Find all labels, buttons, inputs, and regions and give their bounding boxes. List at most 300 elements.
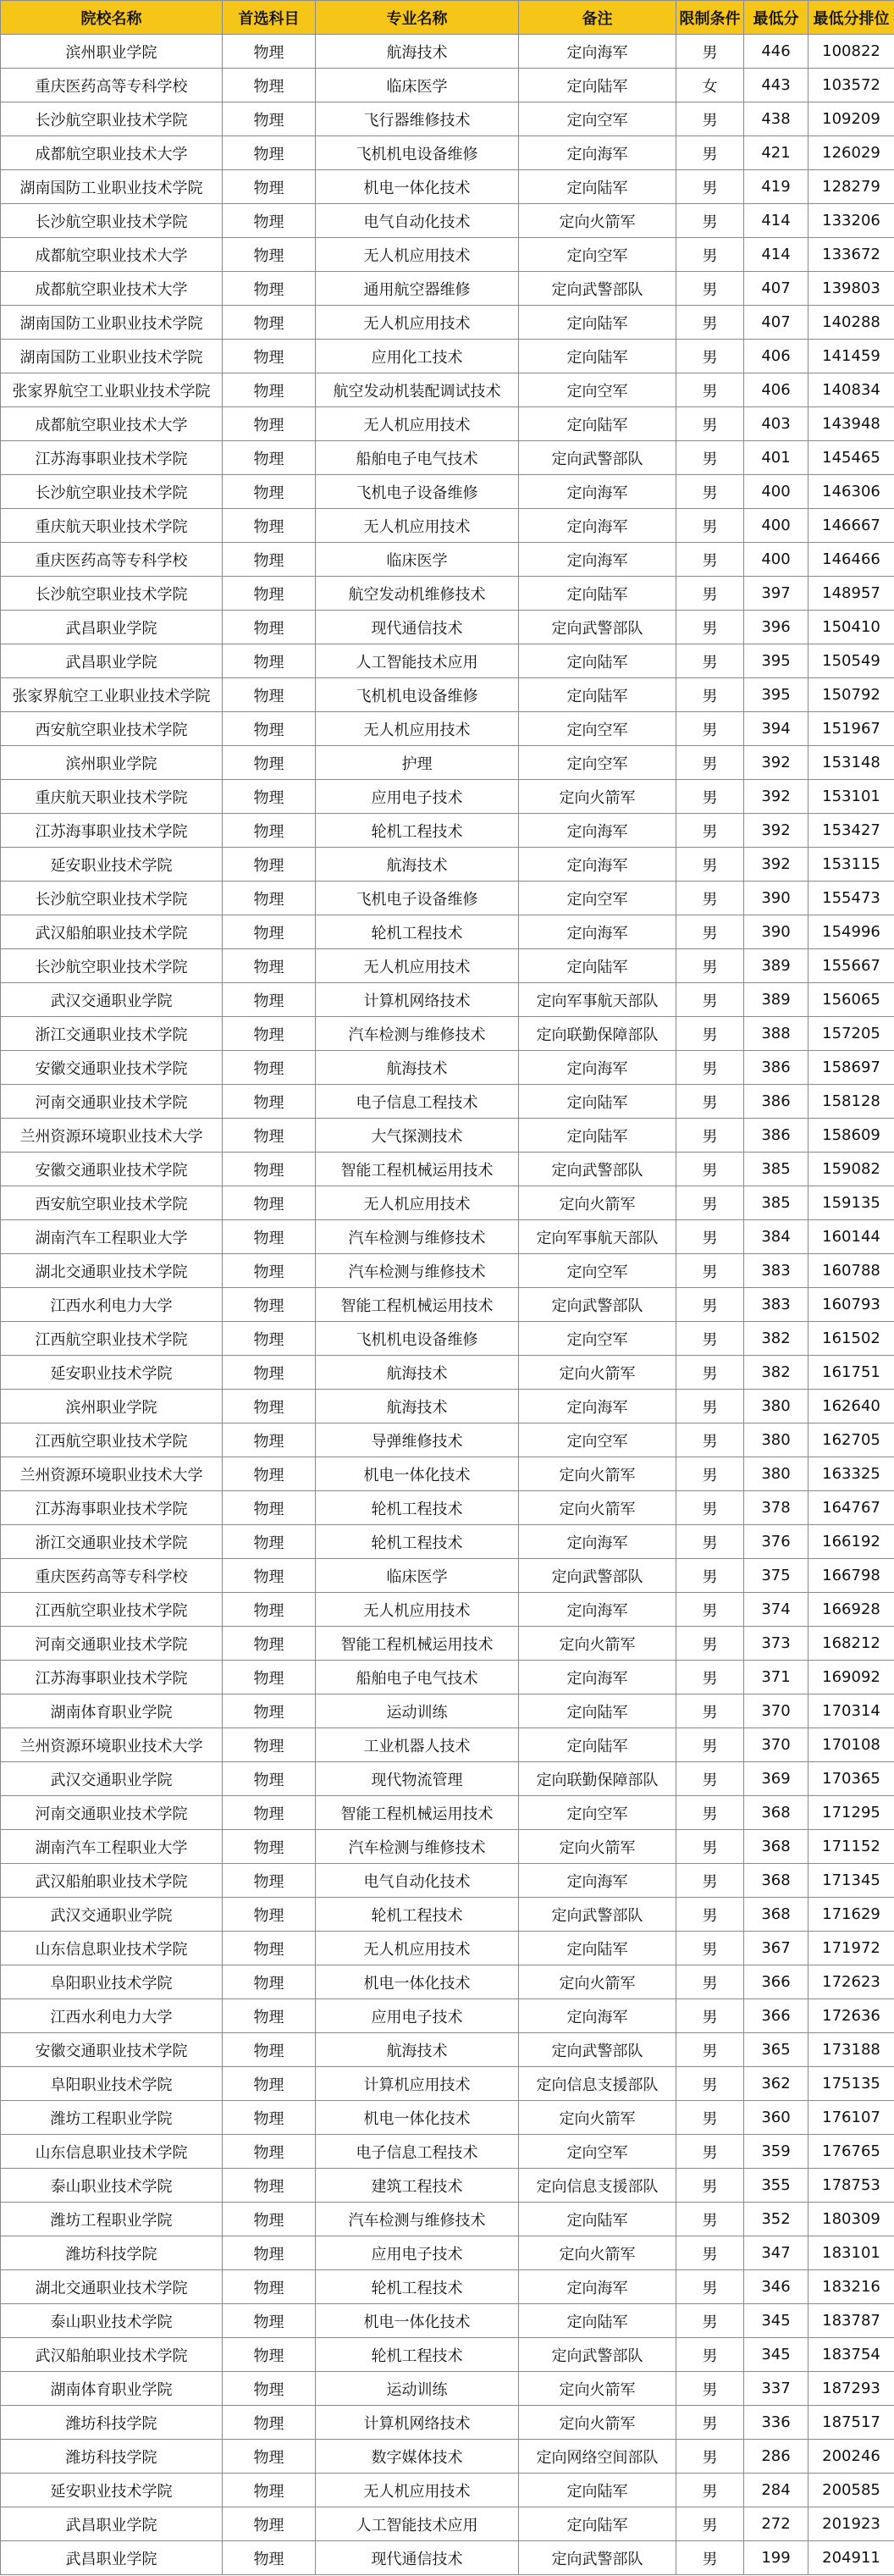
cell-major-name: 应用电子技术 [316,780,519,814]
cell-min-score: 382 [744,1322,808,1356]
cell-min-score: 345 [744,2304,808,2338]
cell-school-name: 浙江交通职业技术学院 [1,1017,223,1051]
cell-major-name: 汽车检测与维修技术 [316,2203,519,2236]
cell-school-name: 成都航空职业技术大学 [1,272,223,306]
cell-major-name: 无人机应用技术 [316,407,519,441]
cell-min-rank: 100822 [808,35,894,69]
cell-min-rank: 178753 [808,2169,894,2203]
cell-min-rank: 162640 [808,1390,894,1423]
table-row [1,272,894,306]
cell-subject: 物理 [223,2406,316,2440]
cell-min-rank: 161502 [808,1322,894,1356]
table-row [1,2067,894,2101]
cell-subject: 物理 [223,882,316,915]
cell-min-rank: 171152 [808,1830,894,1864]
cell-restriction: 男 [676,1762,744,1796]
cell-min-rank: 141459 [808,340,894,373]
cell-min-score: 366 [744,1965,808,1999]
cell-min-rank: 200246 [808,2440,894,2474]
cell-subject: 物理 [223,1153,316,1186]
cell-restriction: 男 [676,1254,744,1288]
cell-major-name: 航海技术 [316,1390,519,1423]
cell-remark: 定向空军 [519,2135,676,2169]
header-row [1,1,894,35]
cell-remark: 定向火箭军 [519,1965,676,1999]
cell-min-rank: 187517 [808,2406,894,2440]
cell-major-name: 轮机工程技术 [316,814,519,848]
cell-remark: 定向武警部队 [519,272,676,306]
cell-school-name: 滨州职业学院 [1,746,223,780]
cell-restriction: 男 [676,2406,744,2440]
cell-min-score: 374 [744,1593,808,1627]
cell-subject: 物理 [223,2101,316,2135]
cell-major-name: 应用电子技术 [316,2236,519,2270]
cell-remark: 定向海军 [519,1593,676,1627]
cell-restriction: 男 [676,441,744,475]
cell-min-score: 365 [744,2033,808,2067]
cell-major-name: 船舶电子电气技术 [316,441,519,475]
cell-school-name: 张家界航空工业职业技术学院 [1,373,223,407]
cell-school-name: 江西水利电力大学 [1,1999,223,2033]
cell-school-name: 泰山职业技术学院 [1,2169,223,2203]
cell-min-score: 385 [744,1186,808,1220]
table-row [1,2406,894,2440]
cell-school-name: 潍坊科技学院 [1,2236,223,2270]
cell-school-name: 山东信息职业技术学院 [1,1932,223,1965]
cell-min-rank: 145465 [808,441,894,475]
table-row [1,1593,894,1627]
cell-min-score: 400 [744,509,808,543]
cell-restriction: 男 [676,35,744,69]
cell-major-name: 机电一体化技术 [316,2101,519,2135]
cell-min-rank: 126029 [808,136,894,170]
cell-min-score: 368 [744,1898,808,1932]
cell-restriction: 女 [676,69,744,102]
cell-remark: 定向陆军 [519,340,676,373]
cell-min-rank: 160793 [808,1288,894,1322]
cell-min-rank: 155667 [808,949,894,983]
cell-restriction: 男 [676,2474,744,2507]
cell-school-name: 长沙航空职业技术学院 [1,475,223,509]
table-row [1,1762,894,1796]
cell-remark: 定向海军 [519,1525,676,1559]
table-header [1,1,894,35]
cell-remark: 定向陆军 [519,2474,676,2507]
cell-school-name: 潍坊工程职业学院 [1,2203,223,2236]
cell-restriction: 男 [676,204,744,238]
cell-restriction: 男 [676,577,744,611]
cell-major-name: 电气自动化技术 [316,204,519,238]
cell-min-score: 368 [744,1864,808,1898]
cell-min-score: 371 [744,1661,808,1694]
cell-major-name: 电子信息工程技术 [316,2135,519,2169]
cell-subject: 物理 [223,949,316,983]
cell-school-name: 滨州职业学院 [1,1390,223,1423]
cell-subject: 物理 [223,1491,316,1525]
cell-school-name: 长沙航空职业技术学院 [1,102,223,136]
cell-restriction: 男 [676,543,744,577]
cell-restriction: 男 [676,915,744,949]
cell-school-name: 武昌职业学院 [1,2541,223,2575]
cell-remark: 定向陆军 [519,949,676,983]
cell-min-rank: 143948 [808,407,894,441]
cell-min-score: 419 [744,170,808,204]
table-row [1,780,894,814]
cell-min-score: 370 [744,1694,808,1728]
cell-subject: 物理 [223,204,316,238]
cell-restriction: 男 [676,678,744,712]
cell-major-name: 电子信息工程技术 [316,1085,519,1119]
table-row [1,1423,894,1457]
cell-restriction: 男 [676,2169,744,2203]
cell-school-name: 湖南国防工业职业技术学院 [1,170,223,204]
cell-major-name: 航海技术 [316,1356,519,1390]
cell-min-score: 386 [744,1119,808,1153]
table-row [1,1694,894,1728]
cell-min-score: 385 [744,1153,808,1186]
cell-min-score: 375 [744,1559,808,1593]
cell-restriction: 男 [676,814,744,848]
table-row [1,2440,894,2474]
cell-remark: 定向空军 [519,882,676,915]
table-row [1,1999,894,2033]
cell-restriction: 男 [676,1322,744,1356]
cell-major-name: 智能工程机械运用技术 [316,1288,519,1322]
cell-min-rank: 150792 [808,678,894,712]
cell-min-score: 367 [744,1932,808,1965]
table-row [1,306,894,340]
cell-restriction: 男 [676,2440,744,2474]
cell-restriction: 男 [676,1457,744,1491]
table-row [1,1390,894,1423]
cell-remark: 定向空军 [519,1423,676,1457]
cell-restriction: 男 [676,1153,744,1186]
table-row [1,102,894,136]
cell-remark: 定向网络空间部队 [519,2440,676,2474]
cell-subject: 物理 [223,1051,316,1085]
cell-remark: 定向海军 [519,509,676,543]
cell-remark: 定向陆军 [519,407,676,441]
cell-school-name: 重庆航天职业技术学院 [1,780,223,814]
cell-school-name: 长沙航空职业技术学院 [1,204,223,238]
cell-subject: 物理 [223,2033,316,2067]
cell-subject: 物理 [223,1694,316,1728]
cell-subject: 物理 [223,69,316,102]
cell-restriction: 男 [676,644,744,678]
cell-min-score: 355 [744,2169,808,2203]
cell-min-score: 386 [744,1085,808,1119]
cell-min-rank: 163325 [808,1457,894,1491]
cell-min-rank: 157205 [808,1017,894,1051]
cell-min-rank: 160144 [808,1220,894,1254]
cell-remark: 定向火箭军 [519,780,676,814]
cell-min-score: 390 [744,915,808,949]
cell-min-score: 386 [744,1051,808,1085]
cell-restriction: 男 [676,1661,744,1694]
cell-remark: 定向武警部队 [519,1153,676,1186]
table-row [1,441,894,475]
cell-min-rank: 169092 [808,1661,894,1694]
cell-major-name: 汽车检测与维修技术 [316,1017,519,1051]
cell-restriction: 男 [676,2507,744,2541]
cell-remark: 定向海军 [519,543,676,577]
cell-min-rank: 158609 [808,1119,894,1153]
cell-min-rank: 170108 [808,1728,894,1762]
cell-school-name: 江西航空职业技术学院 [1,1322,223,1356]
cell-subject: 物理 [223,1525,316,1559]
cell-subject: 物理 [223,1864,316,1898]
cell-min-rank: 168212 [808,1627,894,1661]
cell-restriction: 男 [676,1728,744,1762]
cell-subject: 物理 [223,373,316,407]
cell-min-score: 407 [744,306,808,340]
column-header-min-score: 最低分 [744,1,808,35]
table-row [1,2507,894,2541]
table-row [1,2338,894,2372]
cell-restriction: 男 [676,2372,744,2406]
cell-school-name: 江苏海事职业技术学院 [1,1491,223,1525]
cell-subject: 物理 [223,1593,316,1627]
cell-min-score: 400 [744,475,808,509]
cell-min-score: 368 [744,1796,808,1830]
cell-restriction: 男 [676,2338,744,2372]
cell-remark: 定向海军 [519,1051,676,1085]
cell-major-name: 机电一体化技术 [316,1965,519,1999]
cell-remark: 定向火箭军 [519,1356,676,1390]
cell-major-name: 无人机应用技术 [316,509,519,543]
table-row [1,238,894,272]
cell-subject: 物理 [223,2474,316,2507]
cell-remark: 定向武警部队 [519,1898,676,1932]
cell-min-rank: 176107 [808,2101,894,2135]
cell-restriction: 男 [676,509,744,543]
cell-subject: 物理 [223,848,316,882]
cell-school-name: 江苏海事职业技术学院 [1,441,223,475]
cell-remark: 定向陆军 [519,306,676,340]
cell-min-rank: 187293 [808,2372,894,2406]
cell-major-name: 无人机应用技术 [316,712,519,746]
cell-restriction: 男 [676,1119,744,1153]
cell-min-rank: 146667 [808,509,894,543]
cell-major-name: 计算机应用技术 [316,2067,519,2101]
cell-remark: 定向军事航天部队 [519,983,676,1017]
cell-major-name: 智能工程机械运用技术 [316,1153,519,1186]
cell-major-name: 护理 [316,746,519,780]
cell-remark: 定向海军 [519,848,676,882]
cell-restriction: 男 [676,1491,744,1525]
cell-school-name: 武汉船舶职业技术学院 [1,1864,223,1898]
cell-min-rank: 103572 [808,69,894,102]
cell-restriction: 男 [676,102,744,136]
cell-school-name: 江苏海事职业技术学院 [1,1661,223,1694]
cell-remark: 定向海军 [519,915,676,949]
cell-major-name: 无人机应用技术 [316,1186,519,1220]
table-row [1,678,894,712]
cell-restriction: 男 [676,1932,744,1965]
cell-min-score: 284 [744,2474,808,2507]
cell-school-name: 长沙航空职业技术学院 [1,882,223,915]
cell-min-score: 347 [744,2236,808,2270]
cell-min-rank: 151967 [808,712,894,746]
cell-min-score: 421 [744,136,808,170]
cell-restriction: 男 [676,2033,744,2067]
cell-major-name: 飞机机电设备维修 [316,678,519,712]
cell-remark: 定向空军 [519,1254,676,1288]
cell-remark: 定向武警部队 [519,2338,676,2372]
table-row [1,2236,894,2270]
cell-subject: 物理 [223,1965,316,1999]
cell-min-rank: 171629 [808,1898,894,1932]
cell-min-rank: 173188 [808,2033,894,2067]
cell-remark: 定向信息支援部队 [519,2169,676,2203]
cell-min-score: 373 [744,1627,808,1661]
cell-subject: 物理 [223,577,316,611]
cell-major-name: 机电一体化技术 [316,170,519,204]
cell-school-name: 江西航空职业技术学院 [1,1423,223,1457]
cell-major-name: 运动训练 [316,2372,519,2406]
cell-restriction: 男 [676,1694,744,1728]
cell-min-rank: 133206 [808,204,894,238]
cell-restriction: 男 [676,373,744,407]
cell-major-name: 轮机工程技术 [316,1525,519,1559]
cell-min-rank: 140834 [808,373,894,407]
cell-subject: 物理 [223,746,316,780]
table-row [1,475,894,509]
cell-subject: 物理 [223,340,316,373]
cell-remark: 定向空军 [519,238,676,272]
cell-restriction: 男 [676,2203,744,2236]
table-row [1,577,894,611]
cell-subject: 物理 [223,814,316,848]
cell-subject: 物理 [223,1999,316,2033]
table-row [1,848,894,882]
cell-remark: 定向海军 [519,814,676,848]
cell-school-name: 湖北交通职业技术学院 [1,2270,223,2304]
table-row [1,1661,894,1694]
cell-major-name: 无人机应用技术 [316,238,519,272]
table-row [1,1153,894,1186]
table-row [1,1627,894,1661]
cell-min-score: 414 [744,204,808,238]
cell-subject: 物理 [223,1288,316,1322]
cell-restriction: 男 [676,1288,744,1322]
table-row [1,2169,894,2203]
cell-restriction: 男 [676,882,744,915]
cell-school-name: 河南交通职业技术学院 [1,1627,223,1661]
cell-major-name: 现代物流管理 [316,1762,519,1796]
cell-major-name: 无人机应用技术 [316,1932,519,1965]
cell-min-rank: 170314 [808,1694,894,1728]
cell-restriction: 男 [676,1017,744,1051]
cell-min-score: 406 [744,373,808,407]
cell-min-rank: 153427 [808,814,894,848]
cell-remark: 定向火箭军 [519,2406,676,2440]
cell-remark: 定向空军 [519,746,676,780]
cell-school-name: 武昌职业学院 [1,644,223,678]
cell-remark: 定向武警部队 [519,1288,676,1322]
cell-min-score: 389 [744,983,808,1017]
cell-major-name: 飞机机电设备维修 [316,136,519,170]
cell-school-name: 湖南体育职业学院 [1,1694,223,1728]
cell-school-name: 武昌职业学院 [1,611,223,644]
cell-subject: 物理 [223,2338,316,2372]
cell-school-name: 安徽交通职业技术学院 [1,1153,223,1186]
cell-restriction: 男 [676,1864,744,1898]
cell-min-score: 400 [744,543,808,577]
cell-min-rank: 171345 [808,1864,894,1898]
cell-min-score: 378 [744,1491,808,1525]
cell-major-name: 数字媒体技术 [316,2440,519,2474]
table-row [1,69,894,102]
cell-school-name: 延安职业技术学院 [1,1356,223,1390]
cell-min-score: 362 [744,2067,808,2101]
cell-restriction: 男 [676,2101,744,2135]
cell-min-rank: 160788 [808,1254,894,1288]
cell-subject: 物理 [223,543,316,577]
cell-subject: 物理 [223,915,316,949]
cell-subject: 物理 [223,2372,316,2406]
cell-school-name: 江西航空职业技术学院 [1,1593,223,1627]
cell-min-rank: 133672 [808,238,894,272]
cell-subject: 物理 [223,2169,316,2203]
cell-major-name: 智能工程机械运用技术 [316,1627,519,1661]
column-header-restriction: 限制条件 [676,1,744,35]
cell-major-name: 导弹维修技术 [316,1423,519,1457]
cell-min-rank: 159082 [808,1153,894,1186]
cell-restriction: 男 [676,983,744,1017]
cell-school-name: 浙江交通职业技术学院 [1,1525,223,1559]
cell-school-name: 泰山职业技术学院 [1,2304,223,2338]
cell-min-rank: 128279 [808,170,894,204]
table-row [1,2304,894,2338]
cell-min-score: 401 [744,441,808,475]
cell-restriction: 男 [676,780,744,814]
cell-school-name: 湖南体育职业学院 [1,2372,223,2406]
cell-min-score: 380 [744,1457,808,1491]
cell-subject: 物理 [223,1932,316,1965]
cell-min-rank: 154996 [808,915,894,949]
cell-major-name: 工业机器人技术 [316,1728,519,1762]
cell-remark: 定向海军 [519,136,676,170]
cell-subject: 物理 [223,2541,316,2575]
cell-school-name: 湖北交通职业技术学院 [1,1254,223,1288]
cell-min-score: 380 [744,1423,808,1457]
cell-remark: 定向武警部队 [519,1559,676,1593]
cell-school-name: 潍坊科技学院 [1,2406,223,2440]
cell-major-name: 机电一体化技术 [316,2304,519,2338]
cell-min-rank: 183216 [808,2270,894,2304]
cell-restriction: 男 [676,170,744,204]
cell-min-score: 360 [744,2101,808,2135]
column-header-subject: 首选科目 [223,1,316,35]
table-row [1,1288,894,1322]
table-row [1,543,894,577]
cell-restriction: 男 [676,1423,744,1457]
cell-remark: 定向武警部队 [519,2033,676,2067]
cell-school-name: 潍坊科技学院 [1,2440,223,2474]
cell-min-rank: 140288 [808,306,894,340]
cell-min-score: 383 [744,1254,808,1288]
cell-min-rank: 109209 [808,102,894,136]
cell-remark: 定向火箭军 [519,2236,676,2270]
cell-min-score: 403 [744,407,808,441]
cell-school-name: 武昌职业学院 [1,2507,223,2541]
cell-min-score: 407 [744,272,808,306]
cell-school-name: 成都航空职业技术大学 [1,238,223,272]
cell-restriction: 男 [676,1559,744,1593]
cell-remark: 定向空军 [519,373,676,407]
cell-remark: 定向海军 [519,2270,676,2304]
